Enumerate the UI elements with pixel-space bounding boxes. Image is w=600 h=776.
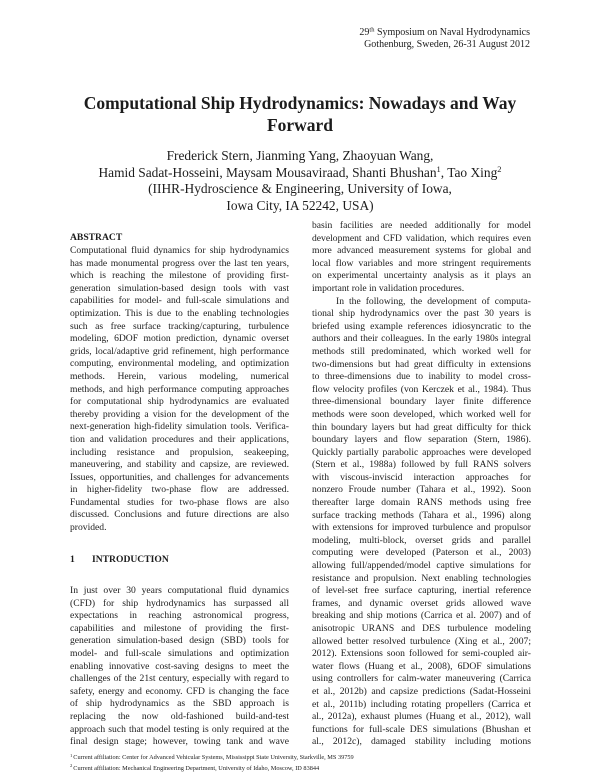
body-text-line: resistance and propulsion. Next enabling technologies [312, 572, 531, 584]
abstract-line: modeling, 6DOF motion prediction, dynamic overset [70, 333, 289, 345]
body-text-line: with viscous-inviscid interaction approaches for [312, 471, 531, 483]
body-text-line: of level-set free surface capturing, inertial reference [312, 585, 531, 597]
body-text-line: using controllers for calm-water maneuvering (Carrica [312, 673, 531, 685]
abstract-line: discussed. Conclusions and future directions are also [70, 509, 289, 521]
section-heading-introduction: INTRODUCTION [92, 554, 169, 565]
abstract-line: Computational fluid dynamics for ship hydrodynamics [70, 245, 289, 256]
introduction-line: challenges of the 21st century, especially with regard to [70, 673, 289, 685]
header-symposium [359, 27, 530, 39]
body-text-line: modeling, multi-block, overset grids and parallel [312, 534, 531, 546]
footnote-mark: 2 [70, 763, 73, 768]
body-text-line: allowing full/appended/model captive simulations for [312, 560, 531, 572]
abstract-body [70, 245, 289, 535]
footnote-text: Current affiliation: Mechanical Engineering Department, University of Idaho, Moscow, ID 83844 [73, 764, 320, 772]
paper-title-line: Forward [266, 115, 334, 135]
introduction-line: final design stage; however, towing tank and wave [70, 736, 289, 748]
header-ordinal-suffix: th [369, 26, 375, 34]
body-text-line: to three-dimensions due to inability to model cross- [312, 371, 531, 383]
introduction-line: generation simulation-based design (SBD) tools for [70, 635, 289, 647]
body-text-line: (Stern et al., 1988a) followed by full RANS solvers [312, 459, 531, 471]
introduction-line: In just over 30 years computational fluid dynamics [70, 585, 289, 596]
body-text-line: two-dimensions but had great difficulty in extensions [312, 358, 531, 370]
body-text-line: thereafter large domain RANS methods using free [312, 497, 531, 509]
abstract-line: in higher-fidelity two-phase flow are addressed. [70, 484, 289, 496]
introduction-body [70, 585, 289, 749]
abstract-line: for computational ship hydrodynamics are evaluated [70, 396, 289, 408]
abstract-line: next-generation high-fidelity simulation tools. Verifica- [70, 421, 289, 433]
introduction-line: safety, energy and economy. CFD is changing the face [70, 685, 289, 697]
introduction-line: expectations in reaching astronomical progress, [70, 610, 289, 622]
abstract-line: which is reaching the milestone of providing first- [70, 270, 289, 282]
abstract-line: grids, local/adaptive grid refinement, high performance [70, 345, 289, 357]
abstract-line: generation simulation-based design tools with vast [70, 282, 289, 294]
running-header [359, 27, 530, 51]
abstract-line: including resistance and propulsion, seakeeping, [70, 446, 289, 458]
author-block [40, 148, 560, 214]
body-text-line: allowed better resolved turbulence (Xing et al., 2007; [312, 635, 531, 647]
abstract-line: such as free surface tracking/capturing, turbulence [70, 320, 289, 332]
introduction-line: approach such that model testing is only required at the [70, 723, 289, 735]
abstract-line: methods, and high performance computing approaches [70, 383, 289, 395]
paper-title [40, 92, 560, 136]
introduction-line: replacing the now old-fashioned build-and-test [70, 710, 289, 722]
body-text-line: flow velocity profiles (von Kerczek et al., 1984). Thus [312, 383, 531, 395]
author-names: Hamid Sadat-Hosseini, Maysam Mousaviraad, Shanti Bhushan [98, 164, 437, 180]
introduction-line: of ship hydrodynamics as the SBD approach is [70, 698, 289, 710]
body-text-line: computing were developed (Paterson et al., 2003) [312, 547, 531, 559]
introduction-line: (CFD) for ship hydrodynamics has surpassed all [70, 597, 289, 609]
introduction-line: capabilities and milestone of providing the first- [70, 622, 289, 634]
body-text-line: with extensions for improved turbulence and propulsor [312, 522, 531, 534]
body-text-line: local flow variables and more stringent requirements [312, 257, 531, 269]
body-text-line: three-dimensional boundary layer finite difference [312, 396, 531, 408]
abstract-line: maneuvering, and stability and capsize, are reviewed. [70, 459, 289, 471]
header-symposium-name: Symposium on Naval Hydrodynamics [374, 27, 530, 38]
body-text-line: et al., 2012b) and capsize predictions (Sadat-Hosseini [312, 685, 531, 697]
abstract-line: has made monumental progress over the last ten years, [70, 257, 289, 269]
body-text-line: thin boundary layers but had great difficulty for thick [312, 421, 531, 433]
body-text-line: Quickly partially parabolic approaches were developed [312, 446, 531, 458]
body-text-line: tional ship hydrodynamics over the past 30 years is [312, 308, 531, 320]
header-ordinal: 29 [359, 27, 370, 38]
body-text-line: breaking and ship motions (Carrica et al. 2007) and of [312, 610, 531, 622]
body-text-line: important role in validation procedures. [312, 282, 465, 294]
footnote-text: Current affiliation: Center for Advanced Vehicular Systems, Mississippi State University, Starkville, MS 39759 [73, 754, 354, 761]
body-text-line: et al., 2011b) including rotating propellers (Carrica et [312, 698, 531, 710]
body-text-line: In the following, the development of computa- [336, 295, 531, 307]
body-text-line: more advanced measurement systems for global and [312, 245, 531, 257]
footnote-ref: 1 [436, 163, 441, 174]
body-text-line: al., 2012c), damaged stability including motions [312, 736, 531, 748]
body-text-line: development and CFD validation, which requires even [312, 232, 531, 244]
body-text-line: methods still predominated, which worked well for [312, 345, 531, 357]
author-line: Frederick Stern, Jianming Yang, Zhaoyuan Wang, [166, 148, 434, 163]
body-text-line: on experimental uncertainty analysis as it plays an [312, 270, 531, 282]
body-text-line: boundary layers and flow separation (Stern, 1986). [312, 434, 531, 446]
body-text-line: water flows (Huang et al., 2008), 6DOF simulations [312, 660, 531, 672]
footnote [70, 753, 354, 764]
abstract-line: Issues, opportunities, and challenges for advancements [70, 471, 289, 483]
section-heading-abstract: ABSTRACT [70, 232, 123, 243]
header-venue: Gothenburg, Sweden, 26-31 August 2012 [364, 39, 530, 50]
body-text-line: functions for full-scale DES simulations (Bhushan et [312, 723, 531, 735]
body-text-line: al., 2012a), exhaust plumes (Huang et al., 2012), wall [312, 711, 531, 723]
introduction-line: model- and full-scale simulations and optimization [70, 647, 289, 659]
abstract-line: Fundamental studies for two-phase flows are also [70, 496, 289, 508]
introduction-line: enabling innovative cost-saving designs to meet the [70, 660, 289, 672]
abstract-line: computing, environmental modeling, and optimization [70, 358, 289, 370]
affiliation-line: Iowa City, IA 52242, USA) [226, 197, 374, 213]
abstract-line: optimization. This is due to the enabling technologies [70, 307, 289, 319]
body-text-line: methods were soon developed, which worked well for [312, 408, 531, 420]
right-column [312, 220, 531, 749]
author-names: , Tao Xing [440, 164, 498, 180]
abstract-line: thereby providing a vision for the development of the [70, 408, 289, 420]
body-text-line: 2012). Extensions soon followed for semi-coupled air- [312, 648, 531, 660]
body-text-line: briefed using example references idiosyncratic to the [312, 320, 531, 332]
body-text-line: basin facilities are needed additionally for model [312, 220, 531, 231]
body-text-line: anisotropic URANS and DES turbulence modeling [312, 623, 531, 634]
footnotes [70, 753, 354, 774]
affiliation-line: (IIHR-Hydroscience & Engineering, University of Iowa, [148, 181, 452, 197]
footnote-ref: 2 [497, 163, 502, 174]
footnote [70, 764, 354, 775]
abstract-line: capabilities for model- and full-scale simulations and [70, 295, 289, 307]
body-text-line: authors and their colleagues. In the early 1980s integral [312, 333, 531, 345]
section-number: 1 [70, 554, 75, 565]
paper-title-line: Computational Ship Hydrodynamics: Nowadays and Way [83, 93, 517, 113]
abstract-line: methods. Herein, various modeling, numerical [70, 370, 289, 382]
footnote-mark: 1 [70, 752, 73, 758]
body-text-line: surface tracking methods (Tahara et al., 1996) along [312, 509, 531, 521]
author-line [40, 165, 560, 182]
body-text-line: nonzero Froude number (Tahara et al., 1992). Soon [312, 484, 531, 496]
abstract-line: tion and validation procedures and their applications, [70, 433, 289, 445]
body-text-line: frames, and dynamic overset grids allowed wave [312, 597, 531, 609]
abstract-line: provided. [70, 522, 107, 534]
